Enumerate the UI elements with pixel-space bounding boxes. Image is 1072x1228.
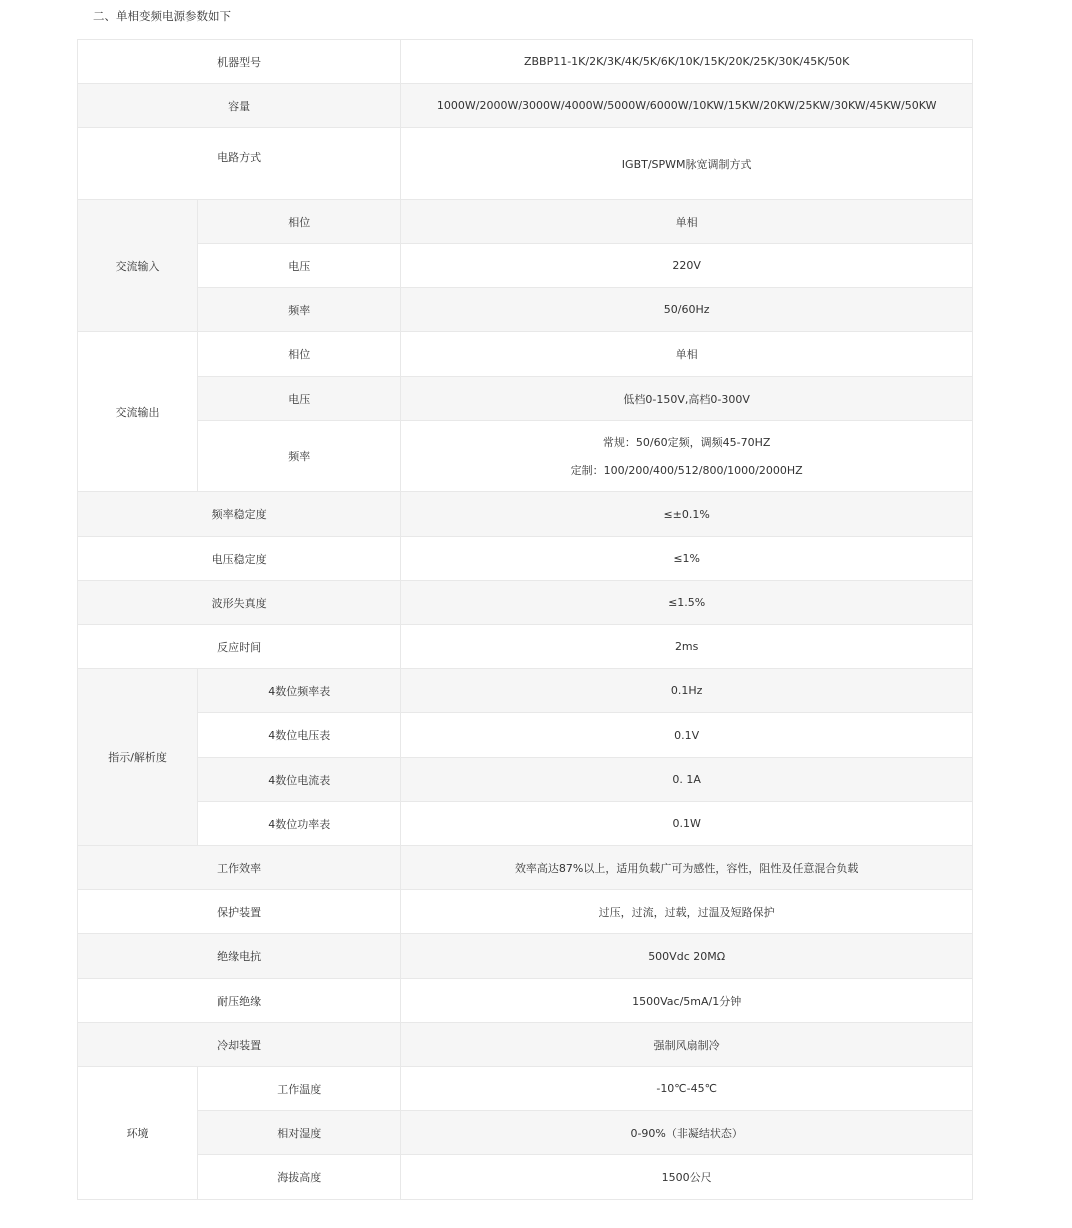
value-line: 常规：50/60定频，调频45-70HZ xyxy=(602,436,771,449)
row-label: 电压 xyxy=(198,377,401,421)
table-row xyxy=(78,802,973,846)
table-row xyxy=(78,492,973,537)
table-row xyxy=(78,846,973,890)
row-value: 效率高达87%以上，适用负载广可为感性，容性，阻性及任意混合负载 xyxy=(401,846,973,890)
row-value: 0-90%（非凝结状态） xyxy=(401,1111,973,1155)
row-value: 过压，过流，过载，过温及短路保护 xyxy=(401,890,973,934)
row-value: ≤±0.1% xyxy=(401,492,973,537)
row-label: 频率 xyxy=(198,421,401,492)
row-value: 单相 xyxy=(401,332,973,377)
row-value: 强制风扇制冷 xyxy=(401,1023,973,1067)
table-row xyxy=(78,625,973,669)
row-value: 0.1Hz xyxy=(401,669,973,713)
table-row xyxy=(78,537,973,581)
row-label: 频率 xyxy=(198,288,401,332)
row-label: 相对湿度 xyxy=(198,1111,401,1155)
table-row xyxy=(78,1023,973,1067)
row-label: 容量 xyxy=(78,84,401,128)
table-row xyxy=(78,421,973,492)
row-value: -10℃-45℃ xyxy=(401,1067,973,1111)
row-value: ≤1% xyxy=(401,537,973,581)
row-value: IGBT/SPWM脉宽调制方式 xyxy=(401,128,973,200)
row-label: 电路方式 xyxy=(78,128,401,200)
row-label: 相位 xyxy=(198,332,401,377)
row-label: 电压 xyxy=(198,244,401,288)
row-label: 工作效率 xyxy=(78,846,401,890)
row-value: 0.1W xyxy=(401,802,973,846)
row-label: 机器型号 xyxy=(78,40,401,84)
row-value: 单相 xyxy=(401,200,973,244)
row-value: 1500Vac/5mA/1分钟 xyxy=(401,979,973,1023)
row-value: 0.1V xyxy=(401,713,973,758)
row-value xyxy=(401,421,973,492)
spec-table xyxy=(77,39,973,1200)
row-label: 工作温度 xyxy=(198,1067,401,1111)
table-row xyxy=(78,581,973,625)
row-label: 频率稳定度 xyxy=(78,492,401,537)
row-value: ≤1.5% xyxy=(401,581,973,625)
row-label: 4数位功率表 xyxy=(198,802,401,846)
table-row xyxy=(78,244,973,288)
table-row xyxy=(78,758,973,802)
group-label: 交流输入 xyxy=(78,200,198,332)
row-label: 保护装置 xyxy=(78,890,401,934)
row-value: 低档0-150V,高档0-300V xyxy=(401,377,973,421)
row-value: 1000W/2000W/3000W/4000W/5000W/6000W/10KW/15KW/20KW/25KW/30KW/45KW/50KW xyxy=(401,84,973,128)
row-value: 1500公尺 xyxy=(401,1155,973,1200)
row-value: 0. 1A xyxy=(401,758,973,802)
table-row xyxy=(78,890,973,934)
row-label: 冷却装置 xyxy=(78,1023,401,1067)
row-value: 500Vdc 20MΩ xyxy=(401,934,973,979)
row-value: 2ms xyxy=(401,625,973,669)
table-row xyxy=(78,1067,973,1111)
row-label: 反应时间 xyxy=(78,625,401,669)
table-row xyxy=(78,84,973,128)
row-label: 电压稳定度 xyxy=(78,537,401,581)
row-label: 耐压绝缘 xyxy=(78,979,401,1023)
table-row xyxy=(78,1155,973,1200)
row-label: 波形失真度 xyxy=(78,581,401,625)
table-row xyxy=(78,934,973,979)
section-heading: 二、单相变频电源参数如下 xyxy=(93,9,231,23)
table-row xyxy=(78,377,973,421)
table-row xyxy=(78,979,973,1023)
table-row xyxy=(78,713,973,758)
table-row xyxy=(78,40,973,84)
row-label: 绝缘电抗 xyxy=(78,934,401,979)
table-row xyxy=(78,128,973,200)
row-value: 50/60Hz xyxy=(401,288,973,332)
row-value: 220V xyxy=(401,244,973,288)
table-row xyxy=(78,332,973,377)
row-label: 海拔高度 xyxy=(198,1155,401,1200)
row-label: 相位 xyxy=(198,200,401,244)
row-label: 4数位电流表 xyxy=(198,758,401,802)
value-line: 定制：100/200/400/512/800/1000/2000HZ xyxy=(570,464,803,477)
row-label: 4数位频率表 xyxy=(198,669,401,713)
group-label: 环境 xyxy=(78,1067,198,1200)
table-row xyxy=(78,288,973,332)
table-row xyxy=(78,200,973,244)
group-label: 交流输出 xyxy=(78,332,198,492)
table-row xyxy=(78,1111,973,1155)
row-label: 4数位电压表 xyxy=(198,713,401,758)
row-value: ZBBP11-1K/2K/3K/4K/5K/6K/10K/15K/20K/25K/30K/45K/50K xyxy=(401,40,973,84)
table-row xyxy=(78,669,973,713)
group-label: 指示/解析度 xyxy=(78,669,198,846)
